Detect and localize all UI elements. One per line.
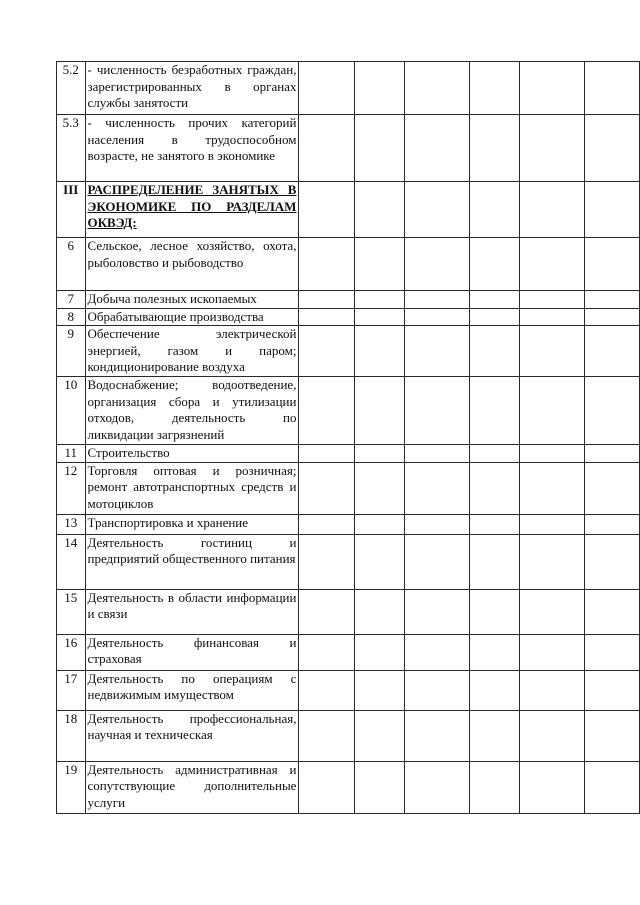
row-number: 13 <box>57 514 86 534</box>
value-cell <box>355 514 405 534</box>
value-cell <box>404 710 469 761</box>
indicator-name: Деятельность по операциям с недвижимым имуществом <box>85 670 299 710</box>
value-cell <box>299 377 355 445</box>
table-row <box>57 462 640 514</box>
table-row <box>57 445 640 463</box>
value-cell <box>470 534 520 589</box>
value-cell <box>355 291 405 309</box>
value-cell <box>470 291 520 309</box>
value-cell <box>520 710 585 761</box>
indicator-name: Деятельность профессиональная, научная и техническая <box>85 710 299 761</box>
table-row <box>57 534 640 589</box>
row-number: 9 <box>57 326 86 377</box>
value-cell <box>585 514 640 534</box>
section-row <box>57 182 640 238</box>
value-cell <box>404 761 469 813</box>
value-cell <box>520 634 585 670</box>
value-cell <box>404 670 469 710</box>
value-cell <box>470 115 520 182</box>
value-cell <box>404 377 469 445</box>
table-row <box>57 308 640 326</box>
table-row <box>57 291 640 309</box>
value-cell <box>470 634 520 670</box>
row-number: 5.2 <box>57 62 86 115</box>
value-cell <box>585 291 640 309</box>
value-cell <box>404 589 469 634</box>
value-cell <box>355 115 405 182</box>
value-cell <box>404 462 469 514</box>
table-row <box>57 377 640 445</box>
value-cell <box>404 445 469 463</box>
value-cell <box>585 62 640 115</box>
value-cell <box>585 761 640 813</box>
table-row <box>57 238 640 291</box>
value-cell <box>404 238 469 291</box>
row-number: 12 <box>57 462 86 514</box>
value-cell <box>299 62 355 115</box>
value-cell <box>299 182 355 238</box>
value-cell <box>585 710 640 761</box>
value-cell <box>299 445 355 463</box>
indicator-name: Деятельность в области информации и связи <box>85 589 299 634</box>
value-cell <box>299 308 355 326</box>
value-cell <box>299 710 355 761</box>
value-cell <box>299 670 355 710</box>
table-row <box>57 62 640 115</box>
value-cell <box>470 238 520 291</box>
value-cell <box>404 115 469 182</box>
value-cell <box>470 308 520 326</box>
value-cell <box>585 589 640 634</box>
value-cell <box>404 308 469 326</box>
value-cell <box>355 445 405 463</box>
row-number: 19 <box>57 761 86 813</box>
table-row <box>57 710 640 761</box>
value-cell <box>355 634 405 670</box>
value-cell <box>585 308 640 326</box>
value-cell <box>520 238 585 291</box>
value-cell <box>299 326 355 377</box>
value-cell <box>520 462 585 514</box>
table-row <box>57 514 640 534</box>
value-cell <box>299 634 355 670</box>
value-cell <box>404 534 469 589</box>
value-cell <box>470 377 520 445</box>
value-cell <box>585 238 640 291</box>
value-cell <box>355 308 405 326</box>
value-cell <box>299 514 355 534</box>
value-cell <box>470 462 520 514</box>
value-cell <box>355 62 405 115</box>
value-cell <box>355 534 405 589</box>
indicator-name: Деятельность административная и сопутствующие дополнительные услуги <box>85 761 299 813</box>
value-cell <box>355 182 405 238</box>
value-cell <box>520 308 585 326</box>
value-cell <box>404 514 469 534</box>
value-cell <box>585 182 640 238</box>
value-cell <box>585 462 640 514</box>
row-number: 5.3 <box>57 115 86 182</box>
table-row <box>57 115 640 182</box>
value-cell <box>355 462 405 514</box>
row-number: 18 <box>57 710 86 761</box>
value-cell <box>520 62 585 115</box>
row-number: 15 <box>57 589 86 634</box>
value-cell <box>520 377 585 445</box>
indicator-name: - численность безработных граждан, зарегистрированных в органах службы занятости <box>85 62 299 115</box>
value-cell <box>355 670 405 710</box>
value-cell <box>470 514 520 534</box>
value-cell <box>585 534 640 589</box>
value-cell <box>520 115 585 182</box>
value-cell <box>470 761 520 813</box>
value-cell <box>520 182 585 238</box>
value-cell <box>520 670 585 710</box>
row-number: 11 <box>57 445 86 463</box>
value-cell <box>520 589 585 634</box>
value-cell <box>404 291 469 309</box>
value-cell <box>355 326 405 377</box>
value-cell <box>355 761 405 813</box>
value-cell <box>470 445 520 463</box>
row-number: 7 <box>57 291 86 309</box>
indicator-name: Торговля оптовая и розничная; ремонт автотранспортных средств и мотоциклов <box>85 462 299 514</box>
indicator-name: Деятельность финансовая и страховая <box>85 634 299 670</box>
value-cell <box>585 326 640 377</box>
value-cell <box>470 182 520 238</box>
indicator-name: РАСПРЕДЕЛЕНИЕ ЗАНЯТЫХ В ЭКОНОМИКЕ ПО РАЗДЕЛАМ ОКВЭД: <box>85 182 299 238</box>
value-cell <box>520 291 585 309</box>
value-cell <box>520 534 585 589</box>
value-cell <box>299 534 355 589</box>
indicator-name: Сельское, лесное хозяйство, охота, рыболовство и рыбоводство <box>85 238 299 291</box>
table-row <box>57 326 640 377</box>
value-cell <box>585 377 640 445</box>
value-cell <box>355 238 405 291</box>
indicators-table <box>56 61 640 814</box>
table-row <box>57 761 640 813</box>
value-cell <box>520 326 585 377</box>
value-cell <box>404 182 469 238</box>
value-cell <box>470 62 520 115</box>
value-cell <box>299 291 355 309</box>
indicator-name: Деятельность гостиниц и предприятий общественного питания <box>85 534 299 589</box>
row-number: 6 <box>57 238 86 291</box>
indicator-name: Строительство <box>85 445 299 463</box>
value-cell <box>585 115 640 182</box>
value-cell <box>520 761 585 813</box>
row-number: III <box>57 182 86 238</box>
value-cell <box>355 377 405 445</box>
row-number: 10 <box>57 377 86 445</box>
value-cell <box>404 326 469 377</box>
indicator-name: Водоснабжение; водоотведение, организация сбора и утилизации отходов, деятельность по ликвидации загрязнений <box>85 377 299 445</box>
indicator-name: Транспортировка и хранение <box>85 514 299 534</box>
row-number: 8 <box>57 308 86 326</box>
indicator-name: Добыча полезных ископаемых <box>85 291 299 309</box>
table-row <box>57 634 640 670</box>
value-cell <box>299 462 355 514</box>
value-cell <box>470 670 520 710</box>
indicator-name: Обрабатывающие производства <box>85 308 299 326</box>
value-cell <box>299 589 355 634</box>
row-number: 17 <box>57 670 86 710</box>
row-number: 16 <box>57 634 86 670</box>
row-number: 14 <box>57 534 86 589</box>
value-cell <box>299 115 355 182</box>
value-cell <box>404 634 469 670</box>
value-cell <box>470 710 520 761</box>
value-cell <box>470 589 520 634</box>
value-cell <box>585 634 640 670</box>
value-cell <box>299 238 355 291</box>
value-cell <box>585 445 640 463</box>
value-cell <box>520 445 585 463</box>
value-cell <box>520 514 585 534</box>
table-row <box>57 670 640 710</box>
table-row <box>57 589 640 634</box>
value-cell <box>355 710 405 761</box>
value-cell <box>585 670 640 710</box>
value-cell <box>404 62 469 115</box>
value-cell <box>299 761 355 813</box>
indicator-name: Обеспечение электрической энергией, газом и паром; кондиционирование воздуха <box>85 326 299 377</box>
indicator-name: - численность прочих категорий населения в трудоспособном возрасте, не занятого в экономике <box>85 115 299 182</box>
value-cell <box>355 589 405 634</box>
value-cell <box>470 326 520 377</box>
